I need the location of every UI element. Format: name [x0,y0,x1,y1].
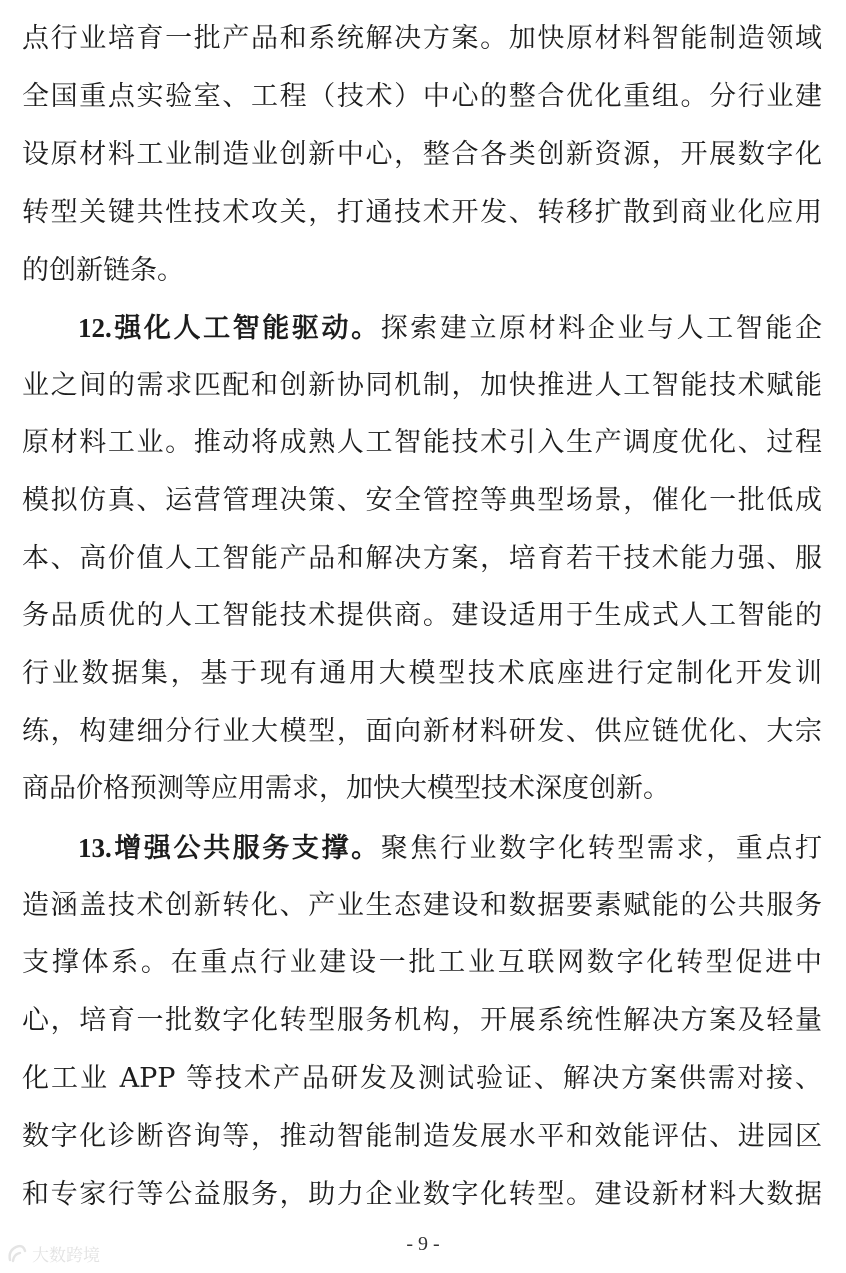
text-line [22,715,822,749]
text-line [22,946,822,980]
line-text: 设原材料工业制造业创新中心，整合各类创新资源，开展数字化 [22,139,822,170]
line-text: 务品质优的人工智能技术提供商。建设适用于生成式人工智能的 [22,600,822,631]
text-line [22,772,822,806]
text-line [22,138,822,172]
text-line [22,254,822,288]
line-text: 数字化诊断咨询等，推动智能制造发展水平和效能评估、进园区 [22,1121,822,1152]
line-text: 心，培育一批数字化转型服务机构，开展系统性解决方案及轻量 [22,1005,822,1036]
line-text: 原材料工业。推动将成熟人工智能技术引入生产调度优化、过程 [22,427,822,458]
text-line [22,80,822,114]
text-line [22,1178,822,1212]
watermark-logo-icon [6,1242,28,1264]
text-line [22,1062,822,1096]
text-line [78,831,822,866]
line-text: 和专家行等公益服务，助力企业数字化转型。建设新材料大数据 [22,1179,822,1210]
page-number: - 9 - [406,1233,440,1255]
text-line [22,1004,822,1038]
text-line [22,484,822,518]
line-text: 转型关键共性技术攻关，打通技术开发、转移扩散到商业化应用 [22,197,822,228]
line-text: 行业数据集，基于现有通用大模型技术底座进行定制化开发训 [22,658,822,689]
text-line [78,311,822,346]
line-text: 商品价格预测等应用需求，加快大模型技术深度创新。 [22,773,670,804]
text-line [22,657,822,691]
text-line [22,426,822,460]
line-text: 练，构建细分行业大模型，面向新材料研发、供应链优化、大宗 [22,716,822,747]
text-line [22,889,822,923]
text-line [22,542,822,576]
text-line [22,1120,822,1154]
line-text: 化工业 APP 等技术产品研发及测试验证、解决方案供需对接、 [22,1063,822,1094]
line-text: 全国重点实验室、工程（技术）中心的整合优化重组。分行业建 [22,81,822,112]
text-line [22,599,822,633]
text-line [22,196,822,230]
line-text: 造涵盖技术创新转化、产业生态建设和数据要素赋能的公共服务 [22,890,822,921]
section-heading: 13.增强公共服务支撑。 [78,833,381,863]
line-text: 业之间的需求匹配和创新协同机制，加快推进人工智能技术赋能 [22,370,822,401]
line-text: 模拟仿真、运营管理决策、安全管控等典型场景，催化一批低成 [22,485,822,516]
line-text: 点行业培育一批产品和系统解决方案。加快原材料智能制造领域 [22,23,822,54]
text-line [22,22,822,56]
watermark-text: 大数跨境 [32,1245,100,1266]
line-text: 本、高价值人工智能产品和解决方案，培育若干技术能力强、服 [22,543,822,574]
text-line [22,369,822,403]
line-text: 探索建立原材料企业与人工智能企 [380,313,822,344]
line-text: 支撑体系。在重点行业建设一批工业互联网数字化转型促进中 [22,947,822,978]
line-text: 的创新链条。 [22,255,184,286]
watermark [6,1240,100,1266]
section-heading: 12.强化人工智能驱动。 [78,313,381,343]
line-text: 聚焦行业数字化转型需求，重点打 [380,833,822,864]
